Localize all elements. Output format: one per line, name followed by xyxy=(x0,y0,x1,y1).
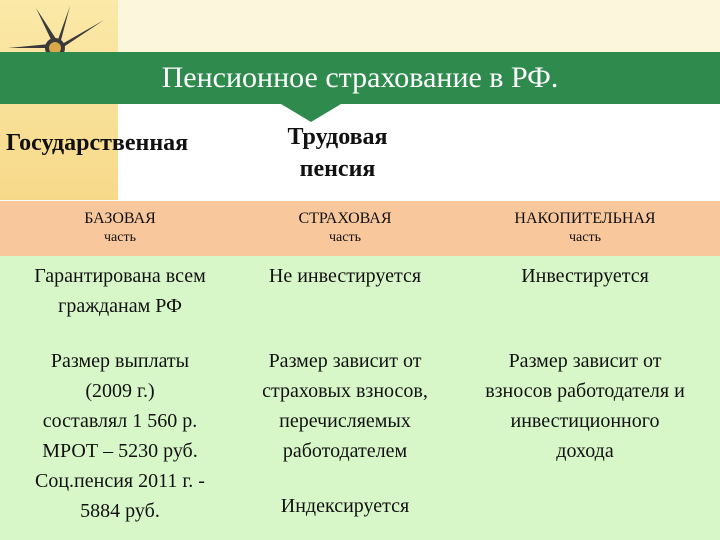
header-funded-title: НАКОПИТЕЛЬНАЯ xyxy=(514,210,656,227)
labor-pension-line1: Трудовая xyxy=(287,124,388,150)
labor-pension-label xyxy=(265,121,410,185)
row2-insurance-line: работодателем xyxy=(282,440,408,462)
decorative-top-bar xyxy=(118,0,720,52)
row2-basic-line: Размер выплаты xyxy=(50,350,190,372)
header-funded xyxy=(450,201,720,256)
row1-basic-line1: Гарантирована всем xyxy=(34,265,206,287)
header-basic-sub: часть xyxy=(104,230,136,245)
row2-basic-line: (2009 г.) xyxy=(85,380,155,402)
row2-insurance-line: перечисляемых xyxy=(279,410,411,432)
row2-basic-line: 5884 руб. xyxy=(80,500,160,522)
row2-insurance-line: страховых взносов, xyxy=(262,380,428,402)
header-funded-sub: часть xyxy=(569,230,601,245)
row1-basic xyxy=(0,261,240,321)
header-insurance xyxy=(240,201,450,256)
row2-insurance xyxy=(240,346,450,466)
row2-insurance-indexed: Индексируется xyxy=(280,495,410,517)
header-basic xyxy=(0,201,240,256)
banner-arrow xyxy=(281,104,341,122)
row1-funded: Инвестируется xyxy=(521,265,649,287)
header-basic-title: БАЗОВАЯ xyxy=(84,210,156,227)
table-header-row xyxy=(0,201,720,256)
row2-insurance-line: Размер зависит от xyxy=(268,350,422,372)
page-title: Пенсионное страхование в РФ. xyxy=(161,61,559,94)
row2-funded-line: взносов работодателя и xyxy=(485,380,685,402)
page-title-banner xyxy=(0,52,720,104)
labor-pension-line2: пенсия xyxy=(299,156,376,182)
header-insurance-sub: часть xyxy=(329,230,361,245)
row2-basic xyxy=(0,346,240,526)
header-insurance-title: СТРАХОВАЯ xyxy=(298,210,392,227)
table-body xyxy=(0,256,720,540)
row2-funded-line: инвестиционного xyxy=(510,410,660,432)
row2-funded xyxy=(450,346,720,466)
row2-funded-line: дохода xyxy=(556,440,614,462)
row1-basic-line2: гражданам РФ xyxy=(58,295,182,317)
row2-basic-line: составлял 1 560 р. xyxy=(42,410,198,432)
state-pension-label: Государственная xyxy=(6,130,189,156)
row1-insurance: Не инвестируется xyxy=(268,265,422,287)
row2-basic-line: Соц.пенсия 2011 г. - xyxy=(35,470,205,492)
row2-basic-line: МРОТ – 5230 руб. xyxy=(42,440,198,462)
row2-funded-line: Размер зависит от xyxy=(508,350,662,372)
